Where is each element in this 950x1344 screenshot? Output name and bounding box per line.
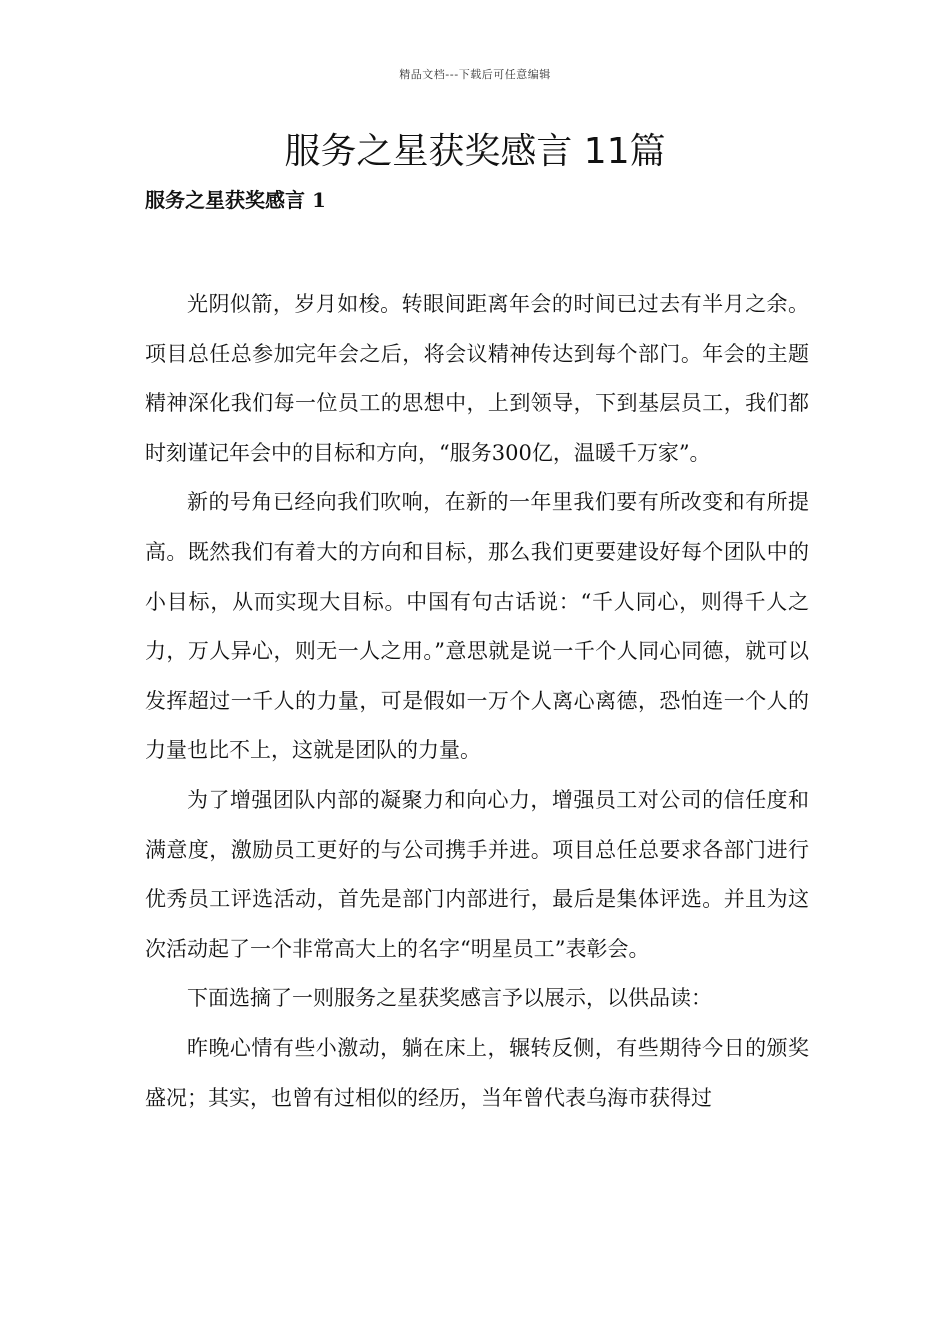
document-body — [145, 280, 809, 1123]
paragraph: 新的号角已经向我们吹响，在新的一年里我们要有所改变和有所提高。既然我们有着大的方向和目标，那么我们更要建设好每个团队中的小目标，从而实现大目标。中国有句古话说：“千人同心，则得千人之力，万人异心，则无一人之用。”意思就是说一千个人同心同德，就可以发挥超过一千人的力量，可是假如一万个人离心离德，恐怕连一个人的力量也比不上，这就是团队的力量。 — [145, 490, 809, 763]
paragraph: 下面选摘了一则服务之星获奖感言予以展示，以供品读： — [187, 986, 712, 1011]
section-heading: 服务之星获奖感言 1 — [145, 188, 326, 212]
header-note: 精品文档---下载后可任意编辑 — [399, 68, 551, 81]
paragraph: 光阴似箭，岁月如梭。转眼间距离年会的时间已过去有半月之余。项目总任总参加完年会之后，将会议精神传达到每个部门。年会的主题精神深化我们每一位员工的思想中，上到领导，下到基层员工，我们都时刻谨记年会中的目标和方向，“服务300亿，温暖千万家”。 — [145, 292, 809, 465]
paragraph: 为了增强团队内部的凝聚力和向心力，增强员工对公司的信任度和满意度，激励员工更好的与公司携手并进。项目总任总要求各部门进行优秀员工评选活动，首先是部门内部进行，最后是集体评选。并且为这次活动起了一个非常高大上的名字“明星员工”表彰会。 — [145, 787, 809, 961]
paragraph: 昨晚心情有些小激动，躺在床上，辗转反侧，有些期待今日的颁奖盛况；其实，也曾有过相似的经历，当年曾代表乌海市获得过 — [145, 1035, 809, 1110]
document-title: 服务之星获奖感言 11篇 — [284, 131, 666, 172]
